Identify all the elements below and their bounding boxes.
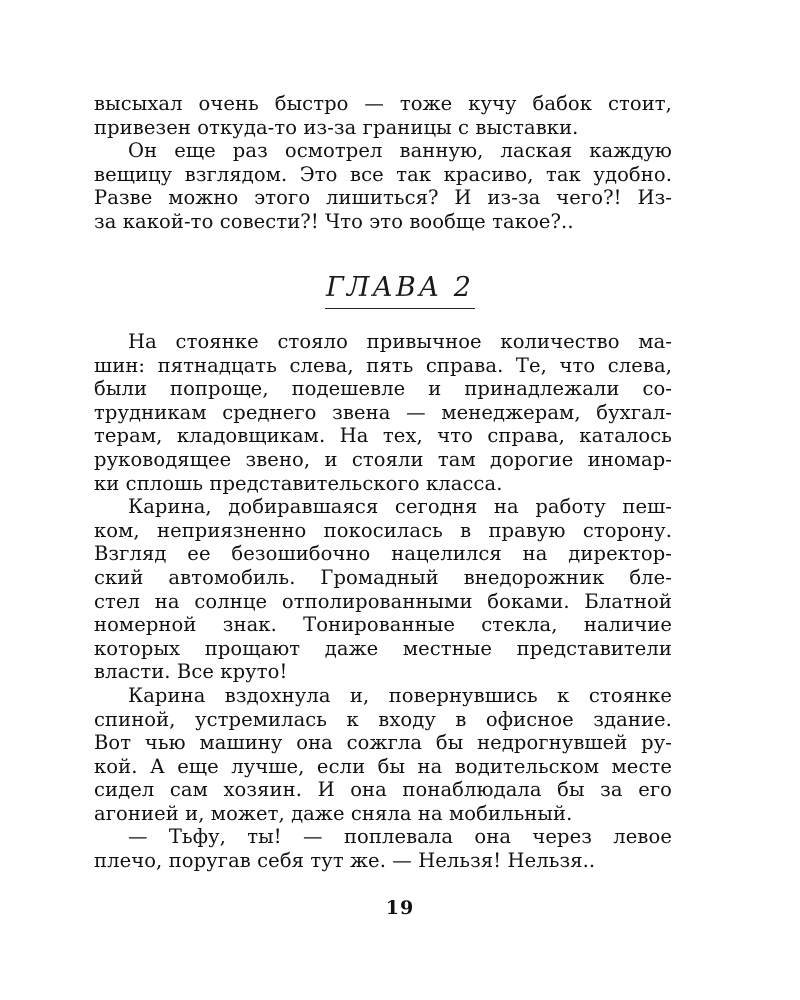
text-line: стел на солнце отполированными боками. Блатной <box>94 589 672 613</box>
text-line: Карина, добиравшаяся сегодня на работу пеш- <box>128 495 672 519</box>
text-line: ком, неприязненно покосилась в правую сторону. <box>94 518 672 542</box>
text-line: терам, кладовщикам. На тех, что справа, каталось <box>94 424 672 448</box>
text-line: ки сплошь представительского класса. <box>94 471 503 495</box>
text-line: были попроще, подешевле и принадлежали со- <box>94 377 672 401</box>
text-line: вещицу взглядом. Это все так красиво, так удобно. <box>94 162 672 186</box>
page-number: 19 <box>385 897 415 919</box>
text-line: власти. Все круто! <box>94 660 288 684</box>
text-line: номерной знак. Тонированные стекла, наличие <box>94 613 672 637</box>
chapter-title: ГЛАВА 2 <box>326 272 474 303</box>
text-line: плечо, поругав себя тут же. — Нельзя! Нельзя.. <box>94 849 596 873</box>
text-line: привезен откуда-то из-за границы с выставки. <box>94 115 579 139</box>
chapter-heading <box>0 272 800 309</box>
chapter-underline <box>325 308 475 309</box>
text-line: — Тьфу, ты! — поплевала она через левое <box>128 825 672 849</box>
text-line: Вот чью машину она сожгла бы недрогнувшей ру- <box>94 731 672 755</box>
text-line: шин: пятнадцать слева, пять справа. Те, что слева, <box>94 353 672 377</box>
text-line: ский автомобиль. Громадный внедорожник бле- <box>94 565 672 589</box>
text-line: агонией и, может, даже сняла на мобильный. <box>94 801 573 825</box>
preceding-text-block <box>94 92 672 234</box>
text-line: На стоянке стояло привычное количество ма- <box>128 330 672 353</box>
text-line: сидел сам хозяин. И она понаблюдала бы за его <box>94 778 672 802</box>
text-line: Взгляд ее безошибочно нацелился на директор- <box>94 542 672 566</box>
text-line: за какой-то совести?! Что это вообще такое?.. <box>94 209 574 233</box>
text-line: трудникам среднего звена — менеджерам, бухгал- <box>94 400 672 424</box>
text-line: которых прощают даже местные представители <box>94 636 672 660</box>
text-line: спиной, устремилась к входу в офисное здание. <box>94 707 672 731</box>
text-line: Он еще раз осмотрел ванную, лаская каждую <box>128 139 672 163</box>
text-line: высыхал очень быстро — тоже кучу бабок стоит, <box>94 92 672 115</box>
text-line: Карина вздохнула и, повернувшись к стоянке <box>128 683 672 707</box>
text-line: руководящее звено, и стояли там дорогие иномар- <box>94 447 672 471</box>
text-line: Разве можно этого лишиться? И из-за чего?! Из- <box>94 186 672 210</box>
chapter-body <box>94 330 672 873</box>
text-line: кой. А еще лучше, если бы на водительском месте <box>94 754 672 778</box>
